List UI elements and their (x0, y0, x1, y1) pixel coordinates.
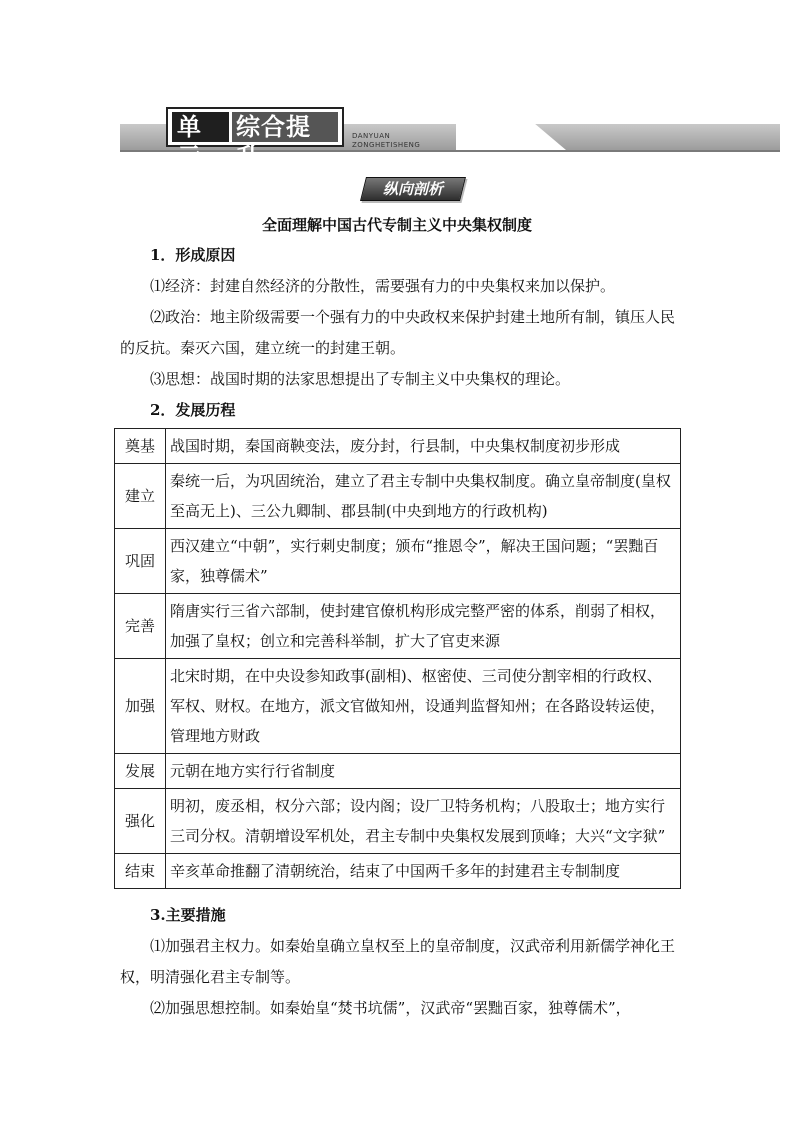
stage-cell: 结束 (115, 854, 166, 889)
table-row (115, 754, 681, 789)
stage-cell: 建立 (115, 464, 166, 529)
content-cell: 元朝在地方实行行省制度 (166, 754, 681, 789)
stage-cell: 加强 (115, 659, 166, 754)
table-row (115, 659, 681, 754)
table-row (115, 594, 681, 659)
badge-light-text: 综合提升 (232, 112, 338, 142)
content-cell: 战国时期，秦国商鞅变法，废分封，行县制，中央集权制度初步形成 (166, 429, 681, 464)
content-cell: 隋唐实行三省六部制，使封建官僚机构形成完整严密的体系，削弱了相权，加强了皇权；创立和完善科举制，扩大了官吏来源 (166, 594, 681, 659)
pinyin-line-2: ZONGHETISHENG (352, 141, 421, 149)
table-row (115, 429, 681, 464)
stage-cell: 奠基 (115, 429, 166, 464)
stage-cell: 完善 (115, 594, 166, 659)
banner-pinyin (352, 132, 420, 150)
table-row (115, 529, 681, 594)
stage-cell: 强化 (115, 789, 166, 854)
heading-1: 1．形成原因 (150, 246, 236, 264)
table-row (115, 789, 681, 854)
content-cell: 西汉建立“中朝”，实行刺史制度；颁布“推恩令”，解决王国问题；“罢黜百家，独尊儒术” (166, 529, 681, 594)
section-tag (360, 177, 466, 201)
section-tag-label: 纵向剖析 (382, 180, 443, 198)
unit-badge (166, 107, 344, 171)
table-row (115, 854, 681, 889)
table-row (115, 464, 681, 529)
development-table (114, 428, 681, 889)
paragraph-thought-control: ⑵加强思想控制。如秦始皇“焚书坑儒”，汉武帝“罢黜百家，独尊儒术”， (150, 999, 631, 1017)
heading-2: 2．发展历程 (150, 401, 236, 419)
banner-underline (120, 150, 780, 152)
paragraph-thought: ⑶思想：战国时期的法家思想提出了专制主义中央集权的理论。 (150, 370, 571, 388)
content-cell: 辛亥革命推翻了清朝统治，结束了中国两千多年的封建君主专制制度 (166, 854, 681, 889)
stage-cell: 发展 (115, 754, 166, 789)
paragraph-economy: ⑴经济：封建自然经济的分散性，需要强有力的中央集权来加以保护。 (150, 277, 616, 295)
paragraph-politics: ⑵政治：地主阶级需要一个强有力的中央政权来保护封建土地所有制，镇压人民的反抗。秦灭六国，建立统一的封建王朝。 (120, 308, 676, 357)
badge-dark-text: 单元 (172, 112, 229, 142)
paragraph-monarch-power: ⑴加强君主权力。如秦始皇确立皇权至上的皇帝制度，汉武帝利用新儒学神化王权，明清强化君主专制等。 (120, 937, 676, 986)
content-cell: 秦统一后，为巩固统治，建立了君主专制中央集权制度。确立皇帝制度(皇权至高无上)、三公九卿制、郡县制(中央到地方的行政机构) (166, 464, 681, 529)
content-cell: 明初，废丞相，权分六部；设内阁；设厂卫特务机构；八股取士；地方实行三司分权。清朝增设军机处，君主专制中央集权发展到顶峰；大兴“文字狱” (166, 789, 681, 854)
heading-3: 3.主要措施 (150, 906, 226, 924)
content-cell: 北宋时期，在中央设参知政事(副相)、枢密使、三司使分割宰相的行政权、军权、财权。在地方，派文官做知州，设通判监督知州；在各路设转运使，管理地方财政 (166, 659, 681, 754)
doc-title: 全面理解中国古代专制主义中央集权制度 (261, 216, 532, 234)
stage-cell: 巩固 (115, 529, 166, 594)
pinyin-line-1: DANYUAN (352, 132, 391, 140)
